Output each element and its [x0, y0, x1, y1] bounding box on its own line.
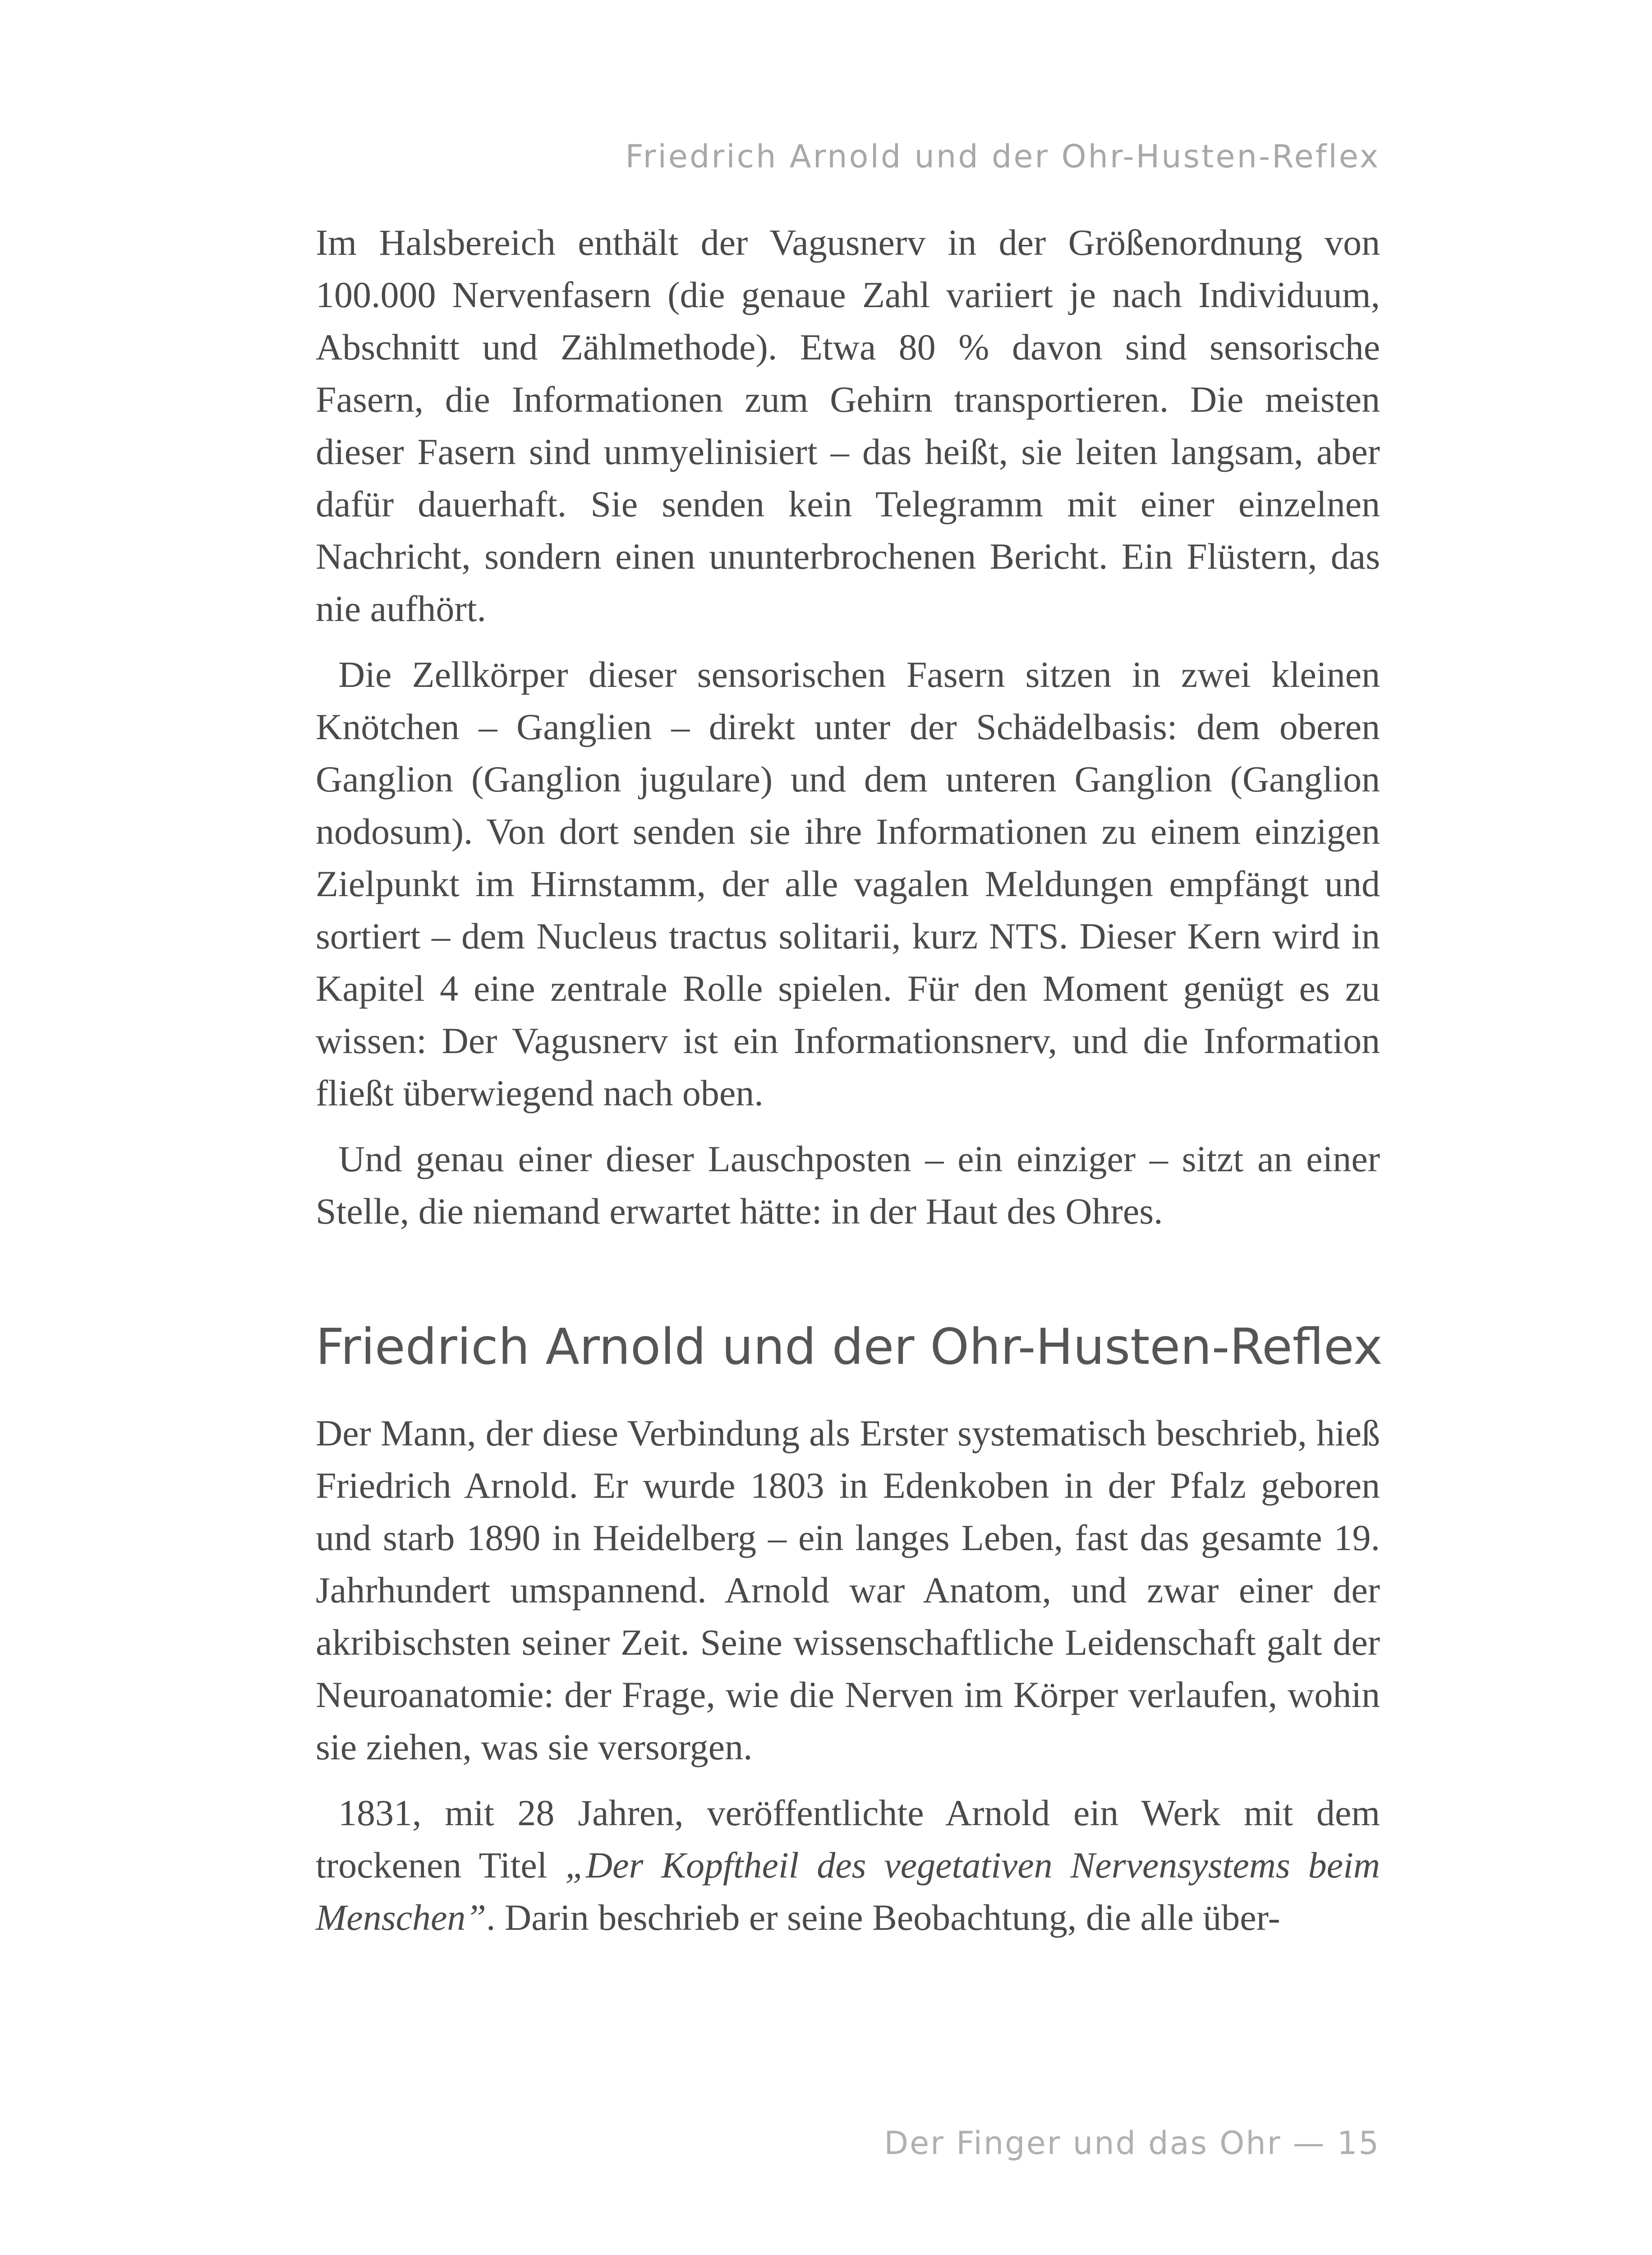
paragraph — [316, 1787, 1380, 1944]
paragraph: Die Zellkörper dieser sensorischen Fasern sitzen in zwei kleinen Knötchen – Ganglien – direkt unter der Schädelbasis: dem oberen Ganglion (Ganglion jugulare) und dem unteren Ganglion (Ganglion nodosum). Von dort senden sie ihre Informationen zu einem einzigen Zielpunkt im Hirnstamm, der alle vagalen Meldungen empfängt und sortiert – dem Nucleus tractus solitarii, kurz NTS. Dieser Kern wird in Kapitel 4 eine zentrale Rolle spielen. Für den Moment genügt es zu wissen: Der Vagusnerv ist ein Informationsnerv, und die Information fließt überwiegend nach oben. — [316, 654, 1380, 1114]
body-text-after-heading — [316, 1407, 1380, 1957]
paragraph: Im Halsbereich enthält der Vagusnerv in der Größenordnung von 100.000 Nervenfasern (die genaue Zahl variiert je nach Individuum, Abschnitt und Zählmethode). Etwa 80 % davon sind sensorische Fasern, die Informationen zum Gehirn transportieren. Die meisten dieser Fasern sind unmyelinisiert – das heißt, sie leiten langsam, aber dafür dauerhaft. Sie senden kein Telegramm mit einer einzelnen Nachricht, sondern einen ununterbrochenen Bericht. Ein Flüstern, das nie aufhört. — [316, 222, 1380, 629]
body-text-before-heading — [316, 216, 1380, 1251]
paragraph-text-start: 1831, mit 28 Jahren, veröffentlichte Arnold ein Werk mit dem trockenen Titel — [316, 1792, 1380, 1886]
section-heading: Friedrich Arnold und der Ohr-Husten-Reflex — [316, 1318, 1383, 1376]
running-header: Friedrich Arnold und der Ohr-Husten-Reflex — [625, 138, 1380, 175]
paragraph-text-end: . Darin beschrieb er seine Beobachtung, die alle über- — [486, 1897, 1280, 1938]
running-footer-page-number: Der Finger und das Ohr — 15 — [884, 2125, 1380, 2162]
paragraph: Und genau einer dieser Lauschposten – ein einziger – sitzt an einer Stelle, die niemand erwartet hätte: in der Haut des Ohres. — [316, 1138, 1380, 1232]
book-title: „Der Kopftheil des vegetativen Nervensystems beim Menschen” — [316, 1845, 1380, 1938]
paragraph: Der Mann, der diese Verbindung als Erster systematisch beschrieb, hieß Friedrich Arnold. Er wurde 1803 in Edenkoben in der Pfalz geboren und starb 1890 in Heidelberg – ein langes Leben, fast das gesamte 19. Jahrhundert umspannend. Arnold war Anatom, und zwar einer der akribischsten seiner Zeit. Seine wissenschaftliche Leidenschaft galt der Neuroanatomie: der Frage, wie die Nerven im Körper verlaufen, wohin sie ziehen, was sie versorgen. — [316, 1413, 1380, 1767]
